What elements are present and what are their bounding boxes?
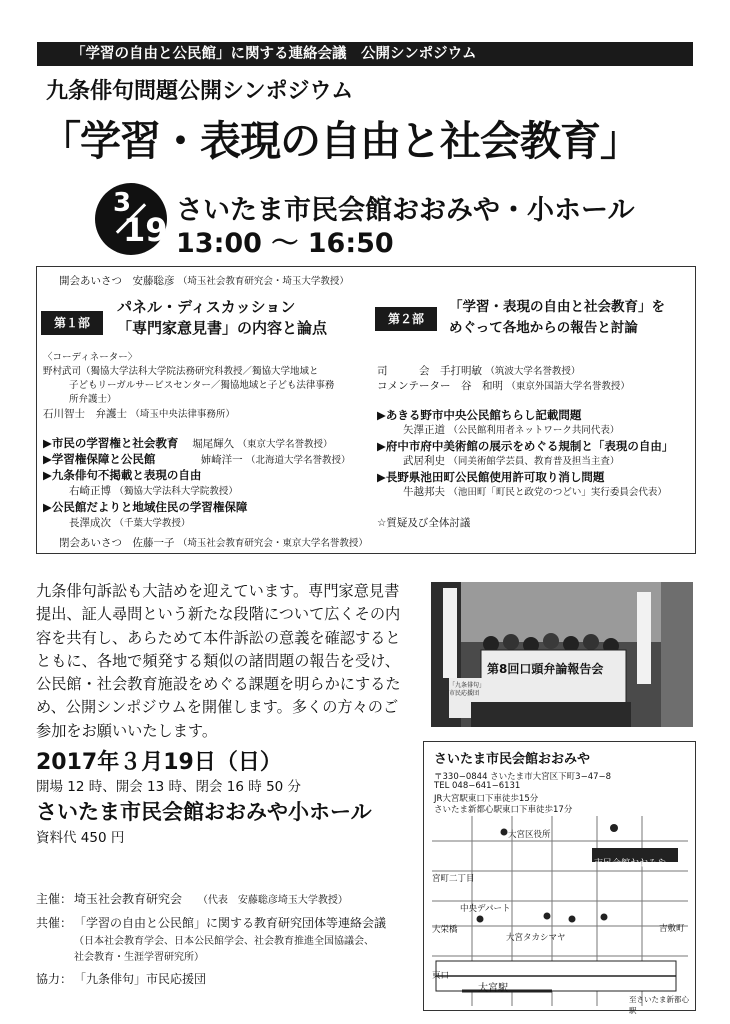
event-photo — [431, 582, 693, 727]
sponsor-line — [36, 914, 386, 931]
commentator-name: コメンテーター 谷 和明 — [377, 380, 503, 392]
panel-item-title: ▶学習権保障と公民館 — [43, 452, 156, 466]
map-box — [423, 741, 696, 1015]
report-speaker-name: 牛越邦夫 — [403, 486, 445, 498]
intro-line: 公民館・社会教育施設をめぐる課題を明らかにするた — [36, 675, 401, 694]
sponsor-value: 「九条俳句」市民応援団 — [74, 972, 207, 986]
report-speaker-name: 矢澤正道 — [403, 424, 445, 436]
coordinator-name: 石川智士 弁護士 — [43, 408, 127, 420]
coordinator-line — [43, 406, 235, 421]
closing-affiliation: （埼玉社会教育研究会・東京大学名誉教授） — [177, 538, 368, 549]
intro-line: 容を共有し、あらためて本件訴訟の意義を確認すると — [36, 628, 401, 647]
report-speaker — [403, 484, 667, 499]
intro-line: 提出、証人尋問という新たな段階について広くその内 — [36, 605, 401, 624]
sponsor-value: 埼玉社会教育研究会 — [74, 892, 183, 906]
closing-speaker: 閉会あいさつ 佐藤一子 — [59, 537, 175, 549]
part1-title-line2: 「専門家意見書」の内容と論点 — [117, 319, 328, 337]
main-title: 「学習・表現の自由と社会教育」 — [40, 117, 640, 165]
sponsor-key: 協力： — [36, 972, 73, 986]
sponsor-note: （代表 安藤聡彦埼玉大学教授） — [197, 895, 348, 906]
report-title: ▶府中市府中美術館の展示をめぐる規制と「表現の自由」 — [377, 439, 674, 453]
coordinator-line: 子どもリーガルサービスセンター／獨協地域と子ども法律事務 — [69, 380, 335, 391]
opening-affiliation: （埼玉社会教育研究会・埼玉大学教授） — [177, 276, 349, 287]
panel-item-affiliation: （獨協大学法科大学院教授） — [114, 486, 238, 497]
report-speaker-name: 武居利史 — [403, 455, 445, 467]
event-fee: 資料代 450 円 — [36, 830, 125, 846]
map-label-store: 大宮タカシマヤ — [506, 933, 566, 943]
report-speaker-affiliation: （公民館利用者ネットワーク共同代表） — [448, 425, 620, 436]
panel-item-speaker: 姉崎洋一 — [200, 454, 243, 466]
map-label-town: 吉敷町 — [659, 924, 685, 934]
panel-item-title: ▶九条俳句不掲載と表現の自由 — [43, 468, 202, 482]
map-label-ward: 大宮区役所 — [508, 830, 551, 840]
sponsor-line — [74, 932, 374, 947]
sponsor-key: 共催： — [36, 916, 73, 930]
opening-remarks — [59, 273, 349, 288]
panel-item — [43, 435, 333, 451]
sponsor-value: 「学習の自由と公民館」に関する教育研究団体等連絡会議 — [74, 916, 387, 930]
date-badge — [95, 183, 167, 255]
report-title: ▶あきる野市中央公民館ちらし記載問題 — [377, 408, 582, 422]
photo-side-text: 「九条俳句」市民応援団 — [449, 682, 483, 697]
map-label-station: 大宮駅 — [478, 983, 508, 994]
coordinator-label: 〈コーディネーター〉 — [43, 352, 138, 363]
intro-line: ともに、各地で頻発する類似の諸問題の報告を受け、 — [36, 651, 400, 670]
closing-remarks — [59, 535, 368, 550]
report-title: ▶長野県池田町公民館使用許可取り消し問題 — [377, 470, 605, 484]
part2-title-line1: 「学習・表現の自由と社会教育」を — [449, 299, 665, 315]
date-badge-day: 19 — [123, 211, 168, 249]
intro-line: 参加をお願いいたします。 — [36, 721, 218, 740]
sponsor-line — [36, 890, 348, 907]
event-date: 2017年３月19日（日） — [36, 750, 282, 775]
map-label-venue: 市民会館おおみや — [594, 859, 667, 869]
commentator — [377, 378, 630, 393]
part2-title — [449, 297, 665, 339]
map-address: 〒330−0844 さいたま市大宮区下町3−47−8 — [434, 772, 612, 782]
panel-item — [69, 483, 238, 498]
sponsor-line — [36, 970, 206, 987]
part2-title-line2: めぐって各地からの報告と討論 — [449, 320, 638, 336]
date-badge-month: 3 — [113, 188, 132, 218]
map-title: さいたま市民会館おおみや — [434, 752, 591, 767]
part1-title-line1: パネル・ディスカッション — [117, 298, 296, 316]
photo-banner-text: 第8回口頭弁論報告会 — [487, 662, 604, 676]
coordinator-line: 野村武司（獨協大学法科大学院法務研究科教授／獨協大学地域と — [43, 366, 319, 377]
report-speaker-affiliation: （同美術館学芸員、教育普及担当主査） — [448, 456, 620, 467]
time-header: 13:00 〜 16:50 — [176, 228, 394, 259]
panel-item-speaker: 堀尾輝久 — [192, 438, 235, 450]
panel-item — [43, 499, 247, 515]
sponsor-note: 社会教育・生涯学習研究所） — [74, 952, 204, 963]
panel-item-affiliation: （東京大学名誉教授） — [237, 439, 333, 450]
venue-header: さいたま市民会館おおみや・小ホール — [176, 195, 635, 226]
panel-item-title: ▶市民の学習権と社会教育 — [43, 436, 179, 450]
commentator-affiliation: （東京外国語大学名誉教授） — [506, 381, 630, 392]
panel-item-affiliation: （北海道大学名誉教授） — [246, 455, 351, 466]
moderator-name: 司 会 手打明敏 — [377, 365, 482, 377]
moderator-affiliation: （筑波大学名誉教授） — [485, 366, 581, 377]
map-label-street: 宮町二丁目 — [432, 874, 475, 884]
map-label-direction: 至さいたま新都心駅 — [629, 995, 689, 1015]
sponsor-note: （日本社会教育学会、日本公民館学会、社会教育推進全国協議会、 — [74, 936, 374, 947]
panel-item — [69, 515, 190, 530]
map-label-department-store: 中央デパート — [460, 904, 511, 914]
event-venue: さいたま市民会館おおみや小ホール — [36, 800, 372, 824]
map-tel: TEL 048−641−6131 — [434, 781, 521, 791]
part1-title — [117, 297, 327, 339]
opening-speaker: 開会あいさつ 安藤聡彦 — [59, 275, 175, 287]
part1-tag: 第１部 — [41, 311, 103, 335]
intro-line: 九条俳句訴訟も大詰めを迎えています。専門家意見書 — [36, 582, 400, 600]
event-photo-image — [431, 582, 693, 727]
panel-item-speaker: 長澤成次 — [69, 517, 111, 529]
panel-item — [43, 467, 201, 483]
header-banner: 「学習の自由と公民館」に関する連絡会議 公開シンポジウム — [37, 42, 693, 66]
intro-line: め、公開シンポジウムを開催します。多くの方々のご — [36, 698, 399, 717]
coordinator-affiliation: （埼玉中央法律事務所） — [130, 409, 235, 420]
report-speaker — [403, 422, 619, 437]
sponsor-key: 主催： — [36, 892, 73, 906]
map-access: JR大宮駅東口下車徒歩15分 — [434, 794, 539, 804]
coordinator-line: 所弁護士） — [69, 394, 117, 405]
report-speaker-affiliation: （池田町「町民と政党のつどい」実行委員会代表） — [448, 487, 667, 498]
event-times: 開場 12 時、開会 13 時、閉会 16 時 50 分 — [36, 779, 302, 795]
part2-tag: 第２部 — [375, 307, 437, 331]
map-label-east-exit: 東口 — [432, 971, 450, 981]
program-box — [36, 266, 696, 554]
panel-item-speaker: 右崎正博 — [69, 485, 111, 497]
panel-item — [43, 451, 351, 467]
sponsor-line — [74, 948, 204, 963]
intro-paragraph — [36, 580, 416, 743]
qa-session: ☆質疑及び全体討議 — [377, 517, 471, 529]
map-label-bridge: 大栄橋 — [432, 925, 458, 935]
panel-item-title: ▶公民館だよりと地域住民の学習権保障 — [43, 500, 248, 514]
report-speaker — [403, 453, 619, 468]
map-access: さいたま新都心駅東口下車徒歩17分 — [434, 805, 573, 815]
panel-item-affiliation: （千葉大学教授） — [114, 518, 191, 529]
subtitle: 九条俳句問題公開シンポジウム — [46, 79, 354, 104]
moderator — [377, 363, 580, 378]
